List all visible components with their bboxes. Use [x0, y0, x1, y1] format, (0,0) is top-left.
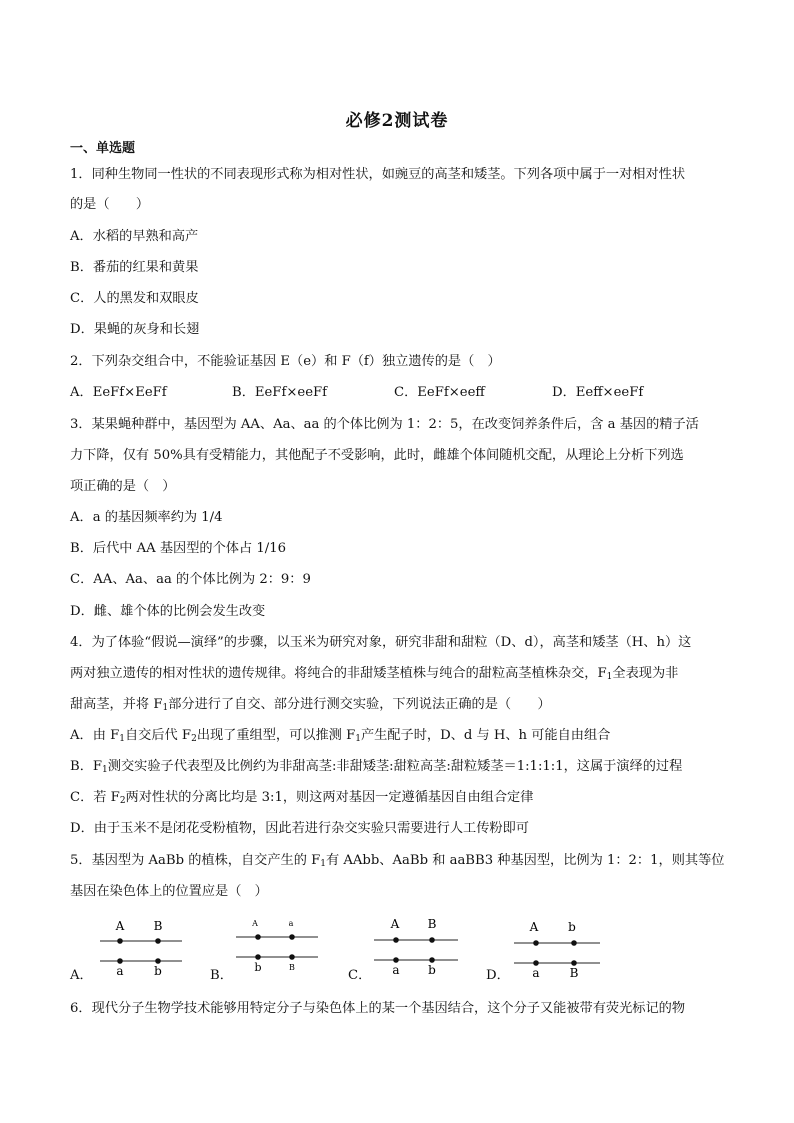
- q4-stem-line3: 甜高茎，并将 $F_1$部分进行了自交、部分进行测交实验，下列说法正确的是（ ）: [70, 697, 551, 713]
- q5-option-b-label: B．: [210, 968, 233, 983]
- allele-label: A: [252, 919, 258, 928]
- q4-stem-line1: 4．为了体验“假说—演绎”的步骤，以玉米为研究对象，研究非甜和甜粒（D、d），高茎和矮茎（H、h）这: [70, 635, 692, 650]
- gene-locus: [289, 934, 295, 940]
- q4-option-a: A．由 $F_1$自交后代 $F_2$出现了重组型，可以推测 $F_1$产生配子时，D、d 与 H、h 可能自由组合: [70, 728, 611, 744]
- gene-locus: [429, 937, 435, 943]
- q2-option-a: A．EeFf×EeFf: [70, 385, 167, 400]
- q3-option-a: A．a 的基因频率约为 1/4: [70, 510, 223, 525]
- chromosome-diagram-a: [98, 912, 198, 978]
- gene-locus: [155, 938, 161, 944]
- q2-stem: 2．下列杂交组合中，不能验证基因 E（e）和 F（f）独立遗传的是（ ）: [70, 354, 501, 369]
- q3-stem-line1: 3．某果蝇种群中，基因型为 AA、Aa、aa 的个体比例为 1：2：5，在改变饲养条件后，含 a 基因的精子活: [70, 417, 699, 432]
- q5-stem-line1: 5．基因型为 AaBb 的植株，自交产生的 $F_1$有 AAbb、AaBb 和 aaBB3 种基因型，比例为 1：2：1，则其等位: [70, 853, 725, 869]
- allele-label: A: [115, 919, 125, 933]
- gene-locus: [533, 940, 539, 946]
- allele-label: b: [154, 964, 162, 978]
- allele-label: B: [569, 966, 579, 978]
- q4-option-b: B．$F_1$测交实验子代表型及比例约为非甜高茎:非甜矮茎:甜粒高茎:甜粒矮茎＝1:1:1:1，这属于演绎的过程: [70, 759, 683, 775]
- q3-stem-line3: 项正确的是（ ）: [70, 479, 176, 494]
- allele-label: b: [568, 920, 576, 934]
- gene-locus: [117, 938, 123, 944]
- q5-stem-line2: 基因在染色体上的位置应是（ ）: [70, 884, 268, 899]
- allele-label: a: [532, 966, 540, 978]
- gene-locus: [255, 954, 261, 960]
- q5-option-d-label: D．: [486, 968, 510, 983]
- allele-label: B: [427, 917, 437, 931]
- q2-option-b: B．EeFf×eeFf: [232, 385, 328, 400]
- q3-stem-line2: 力下降，仅有 50%具有受精能力，其他配子不受影响，此时，雌雄个体间随机交配，从理论上分析下列选: [70, 448, 684, 463]
- allele-label: a: [116, 964, 124, 978]
- section-heading: 一、单选题: [70, 141, 136, 156]
- gene-locus: [255, 934, 261, 940]
- gene-locus: [393, 937, 399, 943]
- gene-locus: [289, 954, 295, 960]
- allele-label: b: [254, 961, 262, 974]
- allele-label: B: [153, 919, 163, 933]
- q5-diagram-options: [70, 912, 750, 982]
- gene-locus: [429, 957, 435, 963]
- gene-locus: [155, 958, 161, 964]
- q2-options: [70, 384, 730, 402]
- allele-label: a: [288, 919, 294, 928]
- allele-label: a: [392, 963, 400, 977]
- q1-option-d: D．果蝇的灰身和长翅: [70, 322, 200, 337]
- chromosome-diagram-b: [234, 912, 334, 978]
- q3-option-c: C．AA、Aa、aa 的个体比例为 2：9：9: [70, 572, 311, 587]
- q3-option-b: B．后代中 AA 基因型的个体占 1/16: [70, 541, 286, 556]
- allele-label: A: [390, 917, 400, 931]
- q4-option-c: C．若 $F_2$两对性状的分离比均是 3:1，则这两对基因一定遵循基因自由组合定律: [70, 790, 534, 806]
- allele-label: B: [289, 963, 295, 972]
- q1-stem-line2: 的是（ ）: [70, 197, 150, 212]
- chromosome-diagram-d: [510, 912, 620, 978]
- q5-option-a-label: A．: [70, 968, 93, 983]
- chromosome-diagram-c: [370, 912, 480, 978]
- gene-locus: [571, 940, 577, 946]
- q1-option-a: A．水稻的早熟和高产: [70, 229, 199, 244]
- q4-option-d: D．由于玉米不是闭花受粉植物，因此若进行杂交实验只需要进行人工传粉即可: [70, 821, 529, 836]
- q1-option-c: C．人的黑发和双眼皮: [70, 291, 199, 306]
- q6-stem-line1: 6．现代分子生物学技术能够用特定分子与染色体上的某一个基因结合，这个分子又能被带有荧光标记的物: [70, 1001, 686, 1016]
- q5-option-c-label: C．: [348, 968, 372, 983]
- gene-locus: [393, 957, 399, 963]
- q1-stem-line1: 1．同种生物同一性状的不同表现形式称为相对性状，如豌豆的高茎和矮茎。下列各项中属于一对相对性状: [70, 167, 686, 182]
- gene-locus: [533, 960, 539, 966]
- allele-label: b: [428, 963, 436, 977]
- q1-option-b: B．番茄的红果和黄果: [70, 260, 199, 275]
- q4-stem-line2: 两对独立遗传的相对性状的遗传规律。将纯合的非甜矮茎植株与纯合的甜粒高茎植株杂交，$F_1$全表现为非: [70, 666, 679, 682]
- gene-locus: [571, 960, 577, 966]
- q3-option-d: D．雌、雄个体的比例会发生改变: [70, 604, 266, 619]
- page-title: 必修2测试卷: [345, 111, 449, 131]
- q2-option-c: C．EeFf×eeff: [394, 385, 485, 400]
- allele-label: A: [529, 920, 539, 934]
- q2-option-d: D．Eeff×eeFf: [552, 385, 644, 400]
- gene-locus: [117, 958, 123, 964]
